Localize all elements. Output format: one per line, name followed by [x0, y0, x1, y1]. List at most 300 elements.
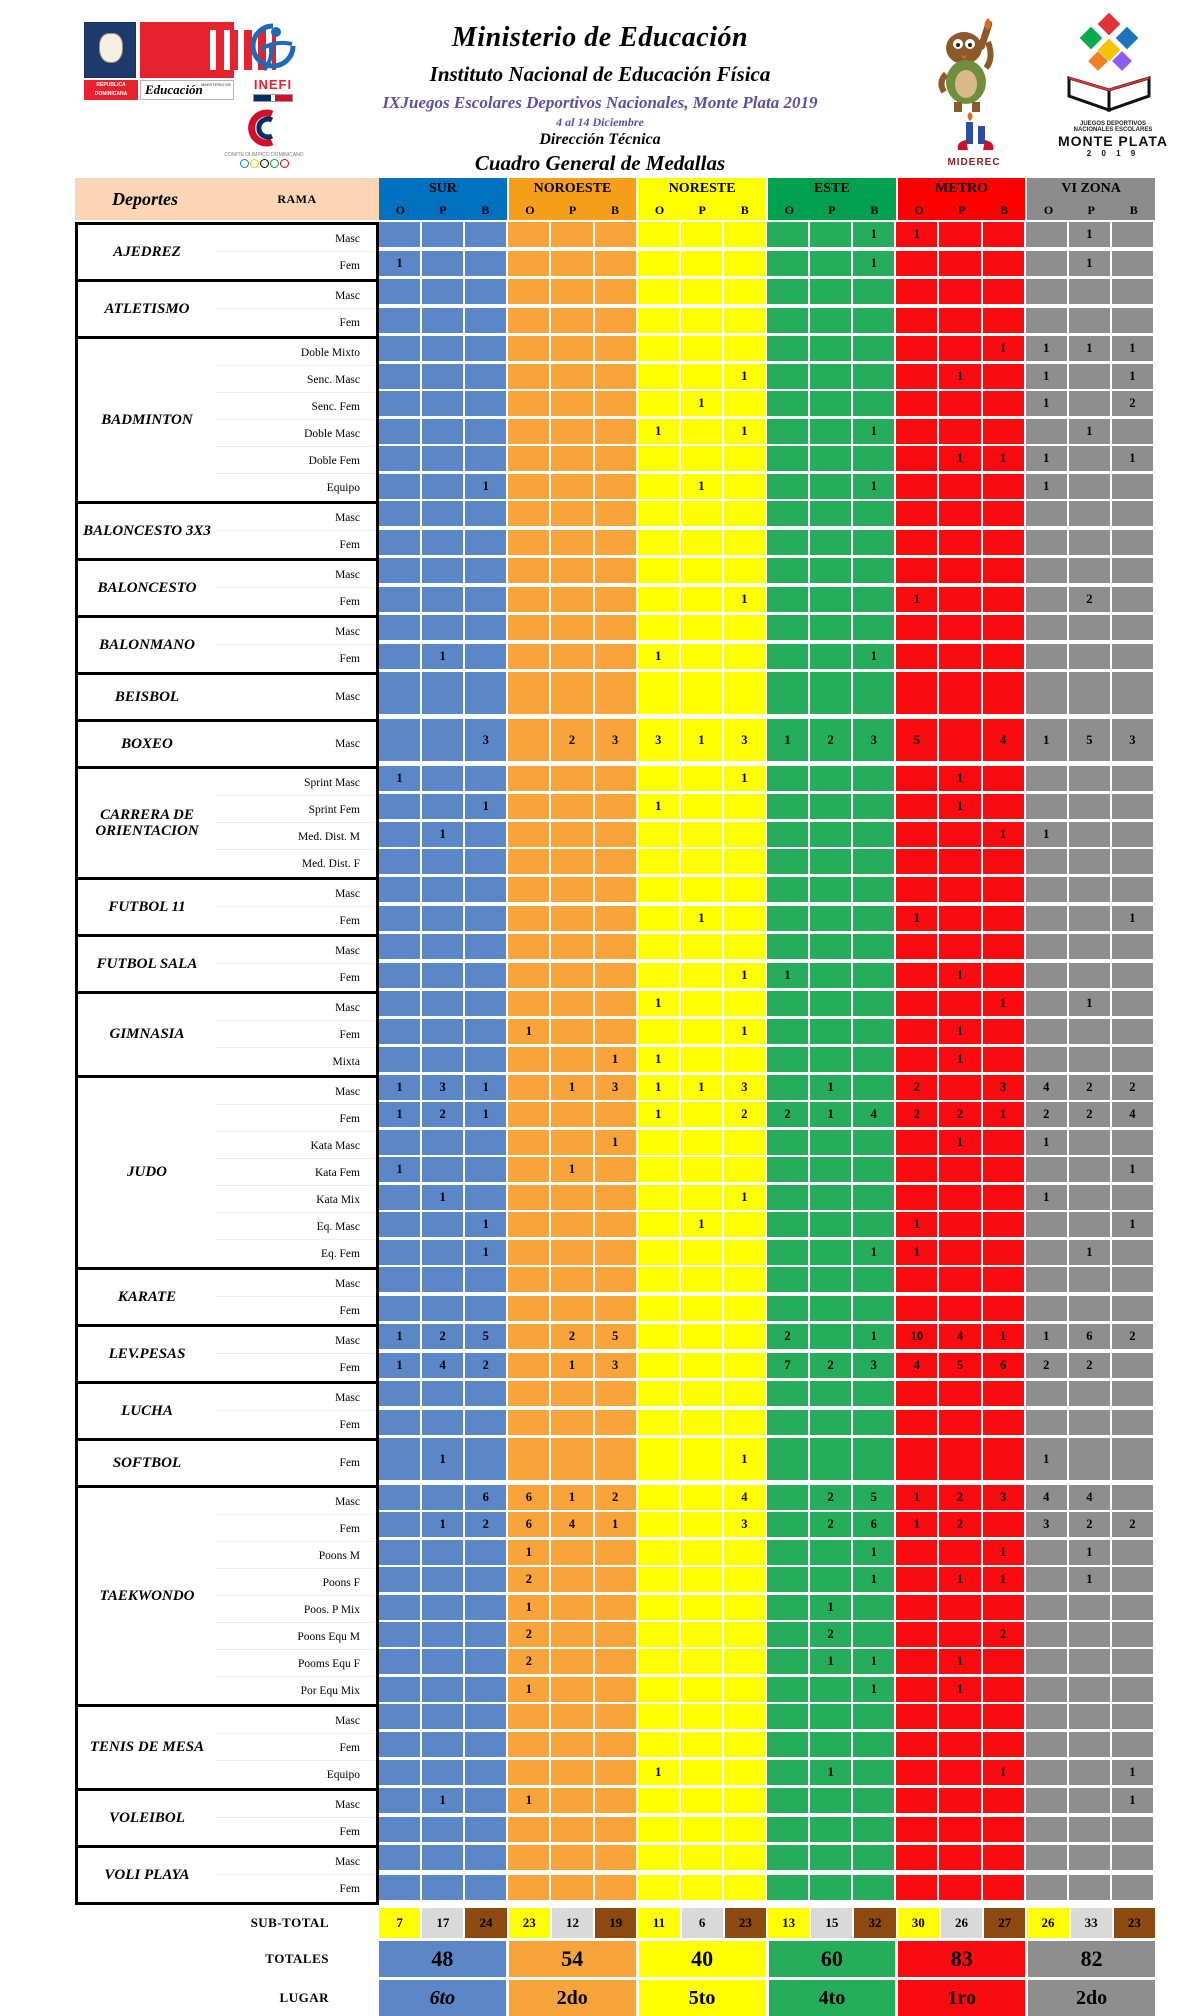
miderec-icon: [946, 110, 1002, 154]
medal-cell: [595, 222, 638, 249]
medal-cell: [681, 1381, 724, 1408]
medal-cell: 1: [681, 391, 724, 418]
medal-cell: [1112, 222, 1155, 249]
medal-cell: 1: [853, 251, 896, 278]
educacion-label: Educación: [145, 82, 203, 97]
medal-cell: [853, 991, 896, 1018]
medal-cell: 1: [939, 1677, 982, 1704]
medal-cell: [595, 615, 638, 642]
medal-cell: [551, 1677, 594, 1704]
medal-cell: [595, 1845, 638, 1872]
rama-label: Fem: [339, 1825, 360, 1838]
medal-cell: [551, 530, 594, 557]
medal-cell: 5: [896, 719, 939, 763]
medal-cell: [1112, 1267, 1155, 1294]
medal-cell: [465, 1704, 508, 1731]
medal-cell: 2: [551, 719, 594, 763]
medal-cell: [508, 558, 551, 585]
medal-cell: [853, 308, 896, 335]
rama-column: [216, 1441, 376, 1485]
medal-cell: [551, 1047, 594, 1074]
medal-cell: [1112, 1677, 1155, 1704]
medal-cell: [1026, 419, 1069, 446]
medal-cell: [638, 1130, 681, 1157]
medal-cell: 1: [379, 1324, 422, 1351]
medal-cell: [767, 446, 810, 473]
medal-cell: [767, 991, 810, 1018]
medal-cell: [1112, 1130, 1155, 1157]
medal-cell: [1026, 766, 1069, 793]
medal-cell: [767, 1595, 810, 1622]
medal-cell: [638, 1240, 681, 1267]
medal-cell: 3: [595, 1075, 638, 1102]
sport-name: VOLEIBOL: [109, 1809, 185, 1826]
medal-cell: 1: [853, 1649, 896, 1676]
rama-label: Fem: [339, 1304, 360, 1317]
medal-cell: [896, 1788, 939, 1815]
medal-cell: [724, 934, 767, 961]
monte-plata-line1: JUEGOS DEPORTIVOS: [1079, 121, 1146, 127]
subtotal-cell: 23: [509, 1908, 550, 1938]
medal-cell: [508, 501, 551, 528]
ministerio-de-label: MINISTERIO DE: [200, 82, 231, 87]
medal-cell: [767, 1512, 810, 1539]
medal-cell: [724, 1381, 767, 1408]
medal-cell: [465, 530, 508, 557]
medal-cell: [465, 1732, 508, 1759]
medal-cell: [508, 934, 551, 961]
medal-grid: [379, 991, 1155, 1075]
medal-cell: [1069, 1047, 1112, 1074]
medal-cell: [767, 934, 810, 961]
medal-cell: [379, 822, 422, 849]
table-title: Cuadro General de Medallas: [474, 151, 726, 175]
medal-cell: [551, 1760, 594, 1787]
medal-cell: 1: [1026, 391, 1069, 418]
medal-cell: [1069, 1296, 1112, 1323]
medal-cell: [767, 251, 810, 278]
medal-cell: 1: [508, 1540, 551, 1567]
sport-name: BALONCESTO: [97, 579, 197, 596]
medal-cell: [551, 1267, 594, 1294]
medal-cell: 1: [810, 1102, 853, 1129]
medal-cell: 3: [724, 719, 767, 763]
medal-cell: [638, 1485, 681, 1512]
table-header-corner: [75, 178, 379, 220]
medal-cell: [983, 644, 1026, 671]
medal-cell: [638, 906, 681, 933]
medal-cell: [1069, 1212, 1112, 1239]
sport-group-left: [75, 877, 379, 934]
medal-cell: [508, 1240, 551, 1267]
inefi-label: INEFI: [253, 77, 293, 92]
medal-cell: [508, 794, 551, 821]
medal-cell: [638, 1788, 681, 1815]
medal-cell: [724, 1732, 767, 1759]
medal-cell: [638, 308, 681, 335]
medal-cell: 3: [1026, 1512, 1069, 1539]
rama-column: [216, 504, 376, 558]
medal-cell: 1: [1069, 419, 1112, 446]
medal-cell: 1: [681, 906, 724, 933]
medal-cell: [767, 849, 810, 876]
medal-cell: [810, 963, 853, 990]
medal-cell: [422, 336, 465, 363]
medal-cell: [1112, 991, 1155, 1018]
rama-column: [216, 675, 376, 719]
medal-cell: [1026, 222, 1069, 249]
medal-cell: [724, 279, 767, 306]
medal-cell: [465, 1296, 508, 1323]
medal-cell: 4: [724, 1485, 767, 1512]
medal-cell: 1: [551, 1157, 594, 1184]
medal-cell: [983, 1512, 1026, 1539]
medal-cell: 6: [983, 1353, 1026, 1380]
medal-cell: [551, 766, 594, 793]
medal-cell: [638, 1704, 681, 1731]
medal-cell: 1: [853, 1677, 896, 1704]
medal-cell: [422, 1047, 465, 1074]
medal-cell: [465, 1157, 508, 1184]
medal-cell: [810, 308, 853, 335]
medal-cell: [1069, 1130, 1112, 1157]
medal-cell: 1: [983, 336, 1026, 363]
medal-cell: [896, 1875, 939, 1902]
medal-cell: [379, 963, 422, 990]
sport-name: GIMNASIA: [109, 1026, 185, 1043]
medal-cell: [810, 1324, 853, 1351]
medal-col-label: O: [784, 202, 794, 217]
medal-cell: [1112, 1704, 1155, 1731]
medal-cell: [810, 1732, 853, 1759]
medal-cell: 1: [1112, 336, 1155, 363]
medal-grid: [379, 336, 1155, 501]
medal-cell: [724, 672, 767, 716]
medal-cell: [681, 1353, 724, 1380]
medal-cell: [1112, 963, 1155, 990]
medal-cell: 1: [939, 364, 982, 391]
medal-cell: 1: [422, 822, 465, 849]
medal-cell: [638, 222, 681, 249]
medal-cell: [1112, 474, 1155, 501]
medal-cell: [983, 1875, 1026, 1902]
medal-cell: [638, 822, 681, 849]
rama-label: Masc: [216, 618, 376, 645]
medal-cell: [1112, 766, 1155, 793]
medal-cell: [724, 906, 767, 933]
medal-cell: 1: [465, 1102, 508, 1129]
medal-cell: [983, 1788, 1026, 1815]
medal-cell: [810, 1130, 853, 1157]
medal-col-label: O: [395, 202, 405, 217]
medal-cell: [465, 279, 508, 306]
medal-cell: [465, 991, 508, 1018]
rama-label: Senc. Fem: [216, 393, 376, 420]
medal-cell: [853, 1130, 896, 1157]
rama-label: Fem: [216, 1021, 376, 1048]
medal-cell: [810, 279, 853, 306]
medal-cell: [810, 1567, 853, 1594]
medal-cell: [422, 530, 465, 557]
medal-cell: 2: [983, 1622, 1026, 1649]
rama-label: Masc: [216, 504, 376, 531]
medal-cell: [983, 251, 1026, 278]
medal-cell: 2: [1112, 1075, 1155, 1102]
medal-cell: [465, 587, 508, 614]
medal-cell: 1: [1112, 906, 1155, 933]
medal-cell: 1: [681, 474, 724, 501]
medal-cell: [422, 1760, 465, 1787]
rama-label: Fem: [339, 1882, 360, 1895]
medal-cell: [465, 672, 508, 716]
medal-cell: [983, 1130, 1026, 1157]
medal-cell: [508, 1075, 551, 1102]
medal-cell: 1: [853, 419, 896, 446]
medal-cell: [767, 391, 810, 418]
medal-cell: [379, 530, 422, 557]
medal-cell: [896, 672, 939, 716]
medal-cell: [1112, 1019, 1155, 1046]
sport-group: [75, 222, 1155, 279]
zone-header: [768, 178, 896, 220]
medal-cell: [551, 251, 594, 278]
medal-cell: [767, 419, 810, 446]
medal-cell: [551, 1567, 594, 1594]
medal-cell: [508, 1410, 551, 1437]
medal-cell: [638, 672, 681, 716]
deportes-header: Deportes: [112, 188, 178, 209]
document-header: [0, 0, 1200, 176]
medal-cell: [638, 1353, 681, 1380]
medal-cell: [724, 446, 767, 473]
medal-cell: [551, 222, 594, 249]
medal-cell: [896, 1438, 939, 1482]
medal-cell: [551, 1019, 594, 1046]
medal-cell: [681, 794, 724, 821]
medal-cell: 1: [1069, 336, 1112, 363]
rama-label: Mixta: [332, 1055, 360, 1068]
medal-cell: [724, 1130, 767, 1157]
medal-cell: [810, 1157, 853, 1184]
medal-cell: [379, 1019, 422, 1046]
medal-cell: [724, 877, 767, 904]
medal-cell: 2: [508, 1649, 551, 1676]
medal-cell: [983, 474, 1026, 501]
medal-cell: [853, 336, 896, 363]
medal-cell: [681, 849, 724, 876]
medal-cell: [379, 364, 422, 391]
medal-cell: [595, 501, 638, 528]
medal-cell: [983, 1438, 1026, 1482]
medal-cell: [422, 615, 465, 642]
medal-grid: [379, 877, 1155, 934]
medal-cell: [810, 849, 853, 876]
medal-cell: [379, 501, 422, 528]
medal-cell: 1: [853, 644, 896, 671]
medal-cell: [983, 1240, 1026, 1267]
rama-label: Fem: [339, 971, 360, 984]
medal-cell: [508, 474, 551, 501]
medal-cell: [896, 251, 939, 278]
medal-cell: [595, 474, 638, 501]
medal-cell: [1112, 822, 1155, 849]
medal-cell: 1: [853, 474, 896, 501]
rama-label: Fem: [339, 1361, 360, 1374]
medal-cell: [508, 1130, 551, 1157]
medal-cell: [724, 822, 767, 849]
rama-label: Senc. Masc: [216, 366, 376, 393]
medal-cell: [810, 1817, 853, 1844]
medal-cell: [810, 1410, 853, 1437]
medal-cell: [1026, 558, 1069, 585]
medal-col-label: B: [611, 202, 620, 217]
medal-cell: 1: [983, 991, 1026, 1018]
medal-cell: [465, 1410, 508, 1437]
rama-column: [216, 225, 376, 279]
sport-group-left: [75, 1075, 379, 1267]
subtotal-cell: 11: [638, 1908, 679, 1938]
sport-group: [75, 1845, 1155, 1905]
medal-cell: [422, 222, 465, 249]
medal-grid: [379, 672, 1155, 719]
medal-cell: [638, 877, 681, 904]
medal-cell: 1: [853, 1540, 896, 1567]
medal-cell: [681, 419, 724, 446]
medal-cell: [1069, 1157, 1112, 1184]
sport-group: [75, 336, 1155, 501]
medal-cell: 4: [1026, 1075, 1069, 1102]
medal-cell: [681, 1410, 724, 1437]
sport-group: [75, 279, 1155, 336]
medal-cell: [379, 877, 422, 904]
medal-cell: [724, 615, 767, 642]
medal-cell: [638, 1267, 681, 1294]
medal-cell: [767, 1296, 810, 1323]
medal-cell: 2: [724, 1102, 767, 1129]
medal-cell: 1: [379, 1353, 422, 1380]
page-title: Ministerio de Educación: [451, 22, 749, 53]
medal-cell: [939, 1381, 982, 1408]
medal-cell: [1026, 849, 1069, 876]
monte-plata-logo: [1038, 12, 1188, 172]
medal-cell: [1112, 1540, 1155, 1567]
medal-cell: [810, 1788, 853, 1815]
medal-cell: [508, 1381, 551, 1408]
sport-name: TAEKWONDO: [99, 1587, 195, 1604]
medal-cell: 1: [853, 1324, 896, 1351]
rama-label: Fem: [339, 538, 360, 551]
medal-cell: [939, 644, 982, 671]
medal-cell: [595, 1788, 638, 1815]
medal-cell: 2: [465, 1512, 508, 1539]
medal-cell: [465, 251, 508, 278]
medal-cell: [939, 991, 982, 1018]
medal-cell: [767, 906, 810, 933]
medal-cell: [1112, 1185, 1155, 1212]
sport-group: [75, 719, 1155, 766]
total-cell: 40: [639, 1941, 766, 1977]
rama-label: Masc: [216, 1791, 376, 1818]
medal-cell: [422, 766, 465, 793]
medal-cell: [681, 672, 724, 716]
medal-cell: [896, 991, 939, 1018]
medal-cell: [896, 336, 939, 363]
medal-cell: [1069, 279, 1112, 306]
medal-cell: 1: [939, 1047, 982, 1074]
medal-cell: [508, 719, 551, 763]
medal-cell: [853, 1817, 896, 1844]
rama-label: Kata Masc: [216, 1132, 376, 1159]
medal-cell: [1026, 279, 1069, 306]
subtotal-cell: 12: [552, 1908, 593, 1938]
medal-cell: 2: [896, 1102, 939, 1129]
medal-cell: [681, 1438, 724, 1482]
medal-cell: [595, 1817, 638, 1844]
rama-column: [216, 561, 376, 615]
medal-cell: 1: [638, 1075, 681, 1102]
medal-grid: [379, 1075, 1155, 1267]
medal-cell: [465, 1677, 508, 1704]
medal-cell: [551, 794, 594, 821]
sport-group: [75, 766, 1155, 877]
medal-cell: 2: [767, 1102, 810, 1129]
medal-cell: 2: [508, 1567, 551, 1594]
medal-cell: [896, 877, 939, 904]
rama-label: Masc: [216, 282, 376, 309]
medal-cell: [638, 446, 681, 473]
medal-cell: [681, 822, 724, 849]
medal-cell: [983, 1047, 1026, 1074]
sport-group-left: [75, 279, 379, 336]
sport-group-left: [75, 766, 379, 877]
medal-cell: [1026, 934, 1069, 961]
medal-cell: [810, 1267, 853, 1294]
rama-column: [216, 1848, 376, 1902]
sport-group: [75, 991, 1155, 1075]
medal-cell: [767, 1438, 810, 1482]
place-cell: 1ro: [898, 1980, 1025, 2016]
medal-cell: [767, 766, 810, 793]
medal-cell: [896, 419, 939, 446]
medal-cell: [681, 1649, 724, 1676]
zone-header: [379, 178, 507, 220]
medal-cell: [551, 672, 594, 716]
monte-plata-line3: MONTE PLATA: [1057, 133, 1169, 149]
medal-cell: [638, 1845, 681, 1872]
medal-cell: [465, 558, 508, 585]
medal-cell: [896, 615, 939, 642]
rama-label: Eq. Masc: [216, 1213, 376, 1240]
medal-cell: 2: [1112, 391, 1155, 418]
medal-cell: [551, 1381, 594, 1408]
medal-cell: [896, 1760, 939, 1787]
medal-cell: 5: [939, 1353, 982, 1380]
medal-cell: [810, 1540, 853, 1567]
sport-name: FUTBOL SALA: [96, 955, 198, 972]
medal-cell: 4: [853, 1102, 896, 1129]
medal-cell: [853, 877, 896, 904]
medal-cell: [810, 1438, 853, 1482]
medal-cell: [896, 1381, 939, 1408]
medal-cell: [724, 1157, 767, 1184]
rama-column: [216, 1707, 376, 1788]
medal-cell: [1112, 794, 1155, 821]
medal-cell: [1026, 906, 1069, 933]
medal-cell: 1: [1112, 1212, 1155, 1239]
medal-cell: [1026, 1567, 1069, 1594]
medal-cell: [508, 1047, 551, 1074]
rama-label: Masc: [216, 1270, 376, 1297]
